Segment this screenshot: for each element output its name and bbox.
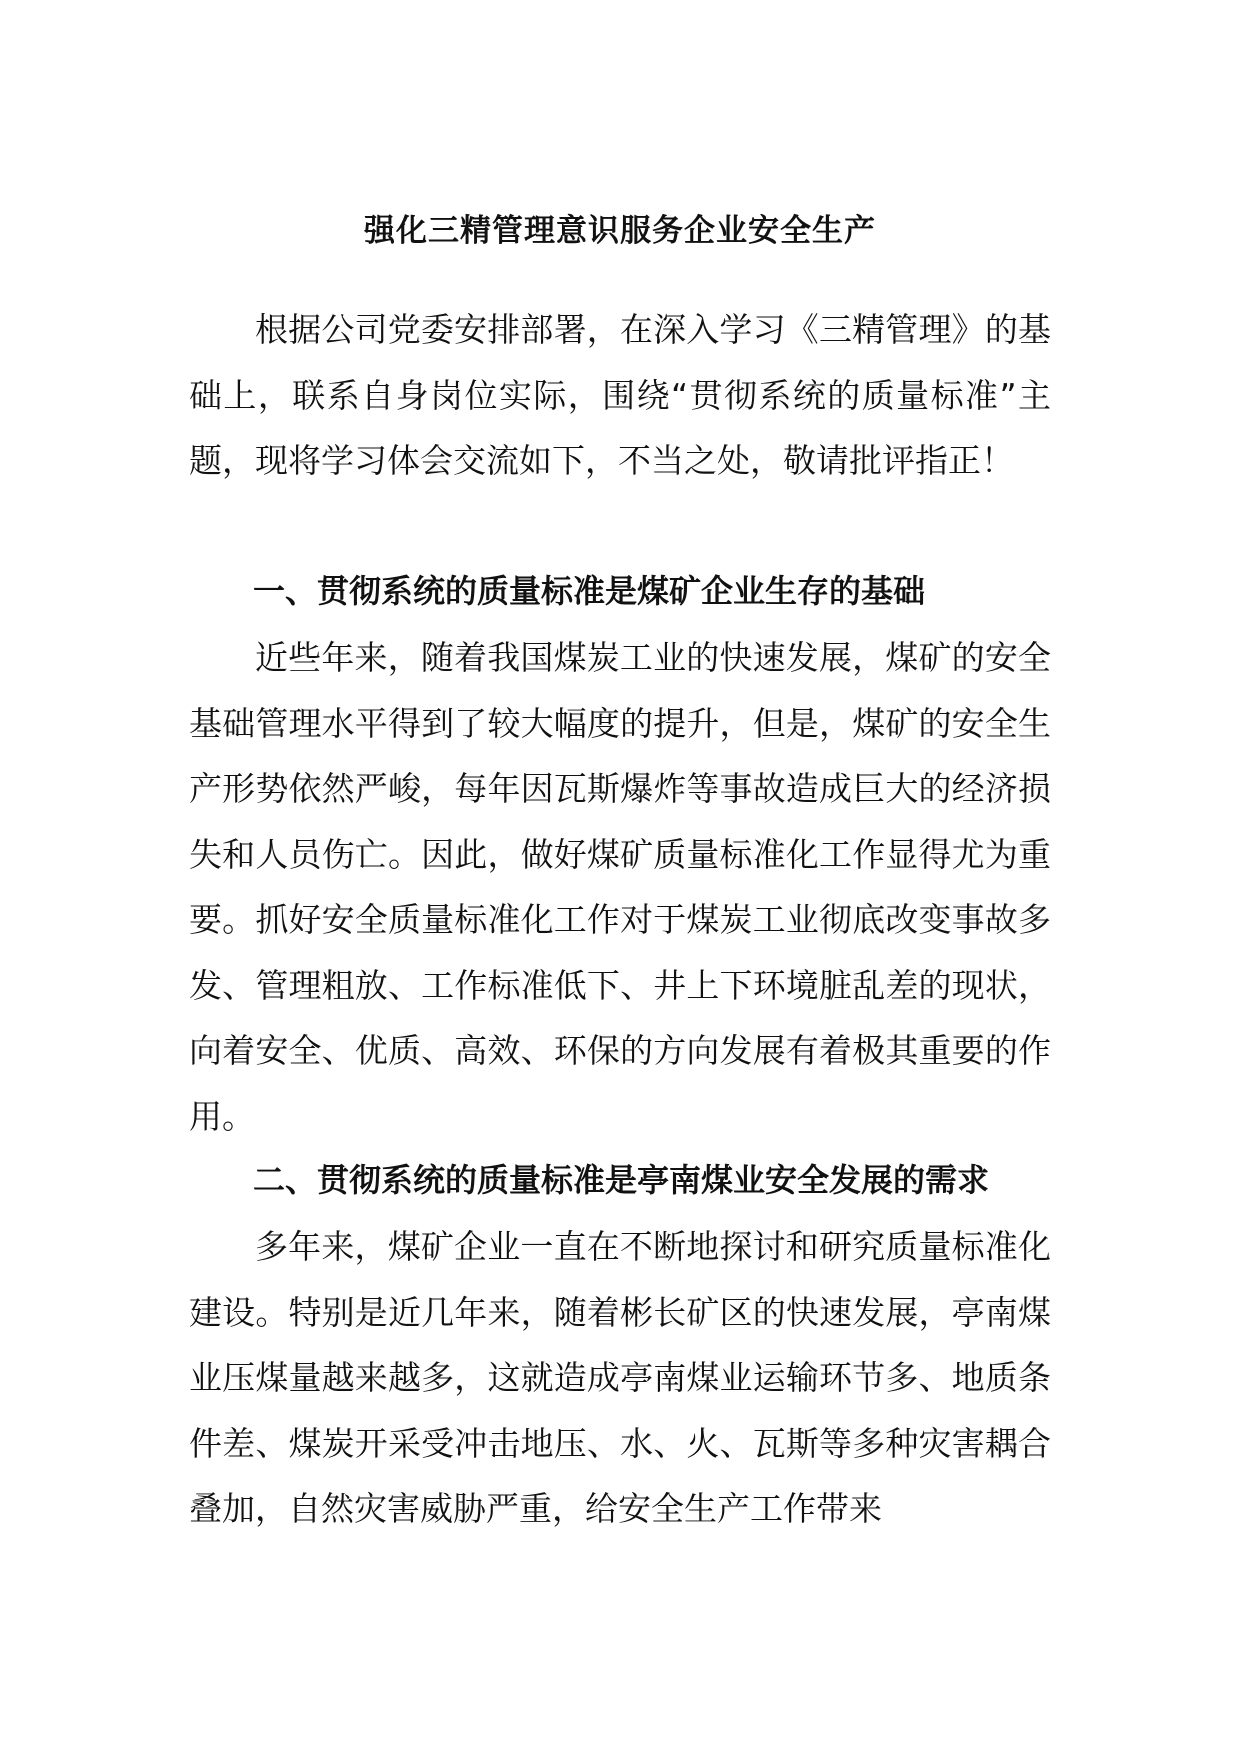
document-title: 强化三精管理意识服务企业安全生产 [364,213,876,249]
section-paragraph-2: 多年来，煤矿企业一直在不断地探讨和研究质量标准化建设。特别是近几年来，随着彬长矿区的快速发展，亭南煤业压煤量越来越多，这就造成亭南煤业运输环节多、地质条件差、煤炭开采受冲击地压、水、火、瓦斯等多种灾害耦合叠加，自然灾害威胁严重，给安全生产工作带来 [189,1227,1051,1528]
section-heading-2: 二、贯彻系统的质量标准是亭南煤业安全发展的需求 [253,1161,990,1199]
section-heading-1: 一、贯彻系统的质量标准是煤矿企业生存的基础 [253,572,926,610]
intro-paragraph: 根据公司党委安排部署，在深入学习《三精管理》的基础上，联系自身岗位实际，围绕“贯彻系统的质量标准”主题，现将学习体会交流如下，不当之处，敬请批评指正！ [189,310,1051,480]
section-paragraph-1: 近些年来，随着我国煤炭工业的快速发展，煤矿的安全基础管理水平得到了较大幅度的提升，但是，煤矿的安全生产形势依然严峻，每年因瓦斯爆炸等事故造成巨大的经济损失和人员伤亡。因此，做好煤矿质量标准化工作显得尤为重要。抓好安全质量标准化工作对于煤炭工业彻底改变事故多发、管理粗放、工作标准低下、井上下环境脏乱差的现状，向着安全、优质、高效、环保的方向发展有着极其重要的作用。 [189,638,1051,1136]
